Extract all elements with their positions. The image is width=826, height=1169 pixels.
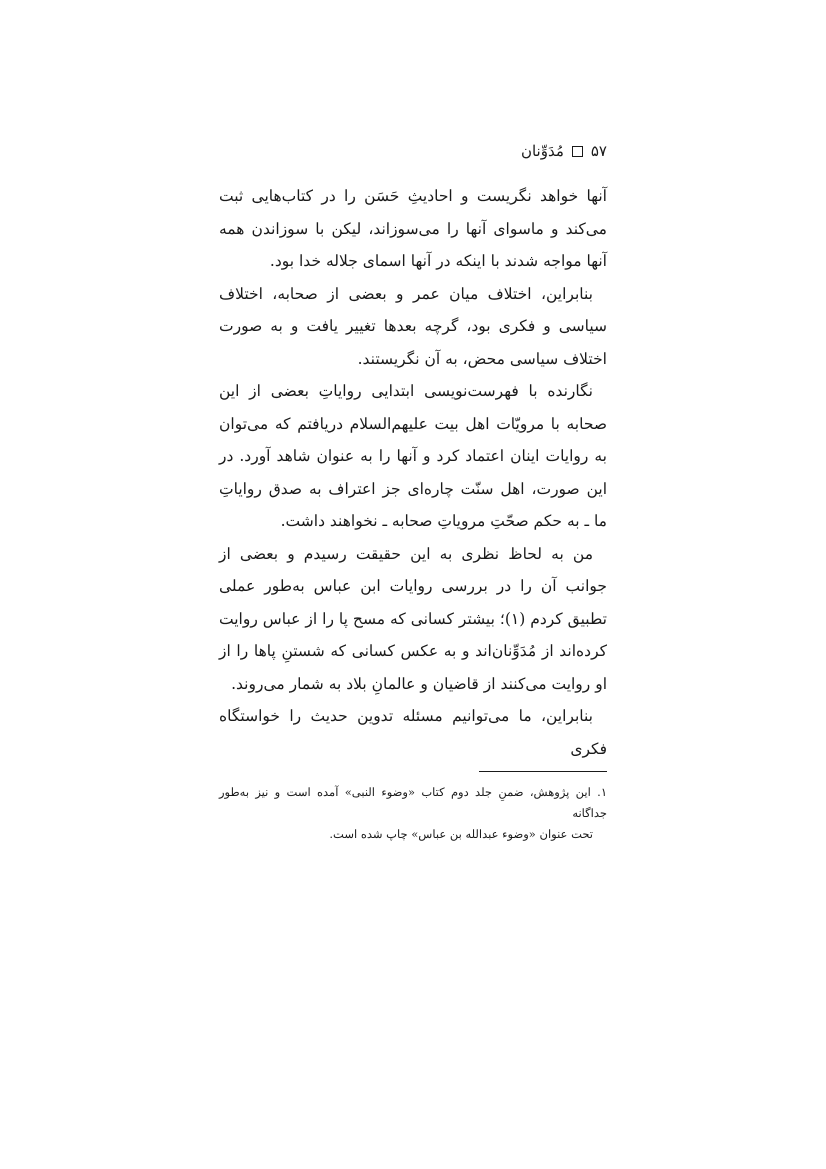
paragraph: بنابراین، ما می‌توانیم مسئله تدوین حدیث را خواستگاه فکری xyxy=(219,707,607,758)
footnote xyxy=(219,782,607,845)
running-header xyxy=(521,142,607,160)
footnote-line: ۱. این پژوهش، ضمنِ جلد دوم کتاب «وضوء النبی» آمده است و نیز به‌طور جداگانه xyxy=(219,785,607,820)
paragraph: آنها خواهد نگریست و احادیثِ حَسَن را در کتاب‌هایی ثبت می‌کند و ماسوای آنها را می‌سوزاند، لیکن با سوزاندن همه آنها مواجه شدند با اینکه در آنها اسمای جلاله خدا بود. xyxy=(219,187,607,270)
footnote-divider xyxy=(479,771,607,772)
paragraph: من به لحاظ نظری به این حقیقت رسیدم و بعضی از جوانب آن را در بررسی روایات ابن عباس به‌طور عملی تطبیق کردم (۱)؛ بیشتر کسانی که مسح پا را از عباس روایت کرده‌اند از مُدَوِّنان‌اند و به عکس کسانی که شستنِ پاها را از او روایت می‌کنند از قاضیان و عالمانِ بلاد به شمار می‌روند. xyxy=(219,544,607,693)
paragraph: نگارنده با فهرست‌نویسی ابتدایی روایاتِ بعضی از این صحابه با مرویّات اهل بیت علیهم‌السلام دریافتم که می‌توان به روایات اینان اعتماد کرد و آنها را به عنوان شاهد آورد. در این صورت، اهل سنّت چاره‌ای جز اعتراف به صدق روایاتِ ما ـ به حکم صحّتِ مرویاتِ صحابه ـ نخواهند داشت. xyxy=(219,382,607,530)
page-number: ۵۷ xyxy=(590,142,607,160)
square-outline-icon xyxy=(572,146,583,157)
main-text xyxy=(219,180,607,765)
paragraph: بنابراین، اختلاف میان عمر و بعضی از صحابه، اختلاف سیاسی و فکری بود، گرچه بعدها تغییر یافت و به صورت اختلاف سیاسی محض، به آن نگریستند. xyxy=(219,284,607,368)
footnote-line: تحت عنوان «وضوء عبدالله بن عباس» چاپ شده است. xyxy=(329,827,593,841)
running-title: مُدَوِّنان xyxy=(520,142,564,160)
